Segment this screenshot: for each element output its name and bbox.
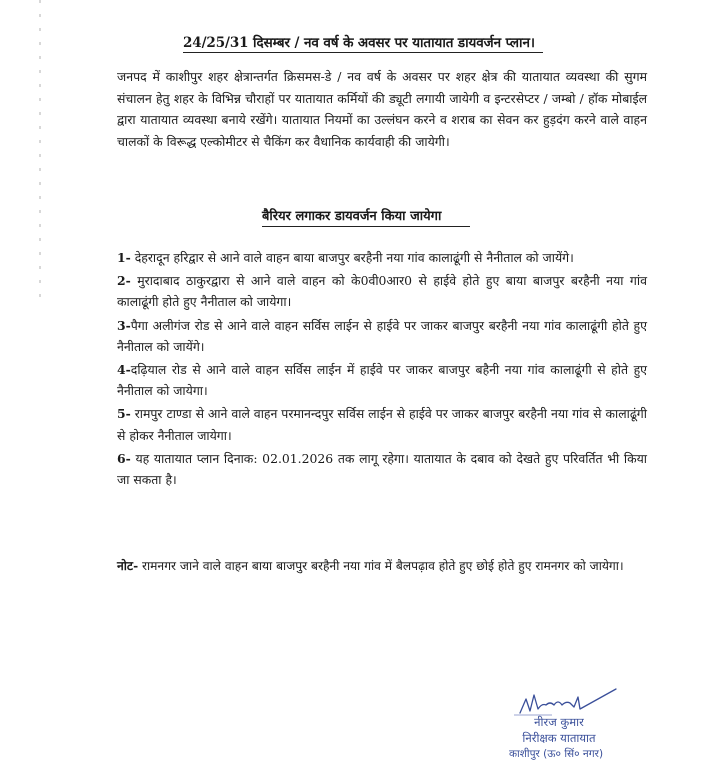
scan-edge-marks: [39, 0, 41, 300]
diversion-list: [117, 247, 647, 492]
signatory-place: काशीपुर (ऊ० सिं० नगर): [508, 748, 604, 760]
item-number: 5-: [117, 406, 131, 422]
signatory-designation: निरीक्षक यातायात: [522, 731, 596, 745]
section-subheading: बैरियर लगाकर डायवर्जन किया जायेगा: [262, 209, 442, 224]
list-item: [117, 315, 647, 357]
intro-paragraph: जनपद में काशीपुर शहर क्षेत्रान्तर्गत क्रिसमस-डे / नव वर्ष के अवसर पर शहर क्षेत्र की यातायात व्यवस्था की सुगम संचालन हेतु शहर के विभिन्न चौराहों पर यातायात कर्मियों की ड्यूटी लगायी जायेगी व इन्टरसेप्टर / जम्बो / हॉक मोबाईल द्वारा यातायात व्यवस्था बनाये रखेंगे। यातायात नियमों का उल्लंघन करने व शराब का सेवन कर हुड़दंग करने वाले वाहन चालकों के विरूद्ध एल्कोमीटर से चैकिंग कर वैधानिक कार्यवाही की जायेगी।: [117, 69, 647, 149]
note-text: रामनगर जाने वाले वाहन बाया बाजपुर बरहैनी नया गांव में बैलपढ़ाव होते हुए छोई होते हुए रामनगर को जायेगा।: [138, 559, 624, 573]
list-item: [117, 247, 647, 268]
item-number: 6-: [117, 450, 131, 466]
item-text: रामपुर टाण्डा से आने वाले वाहन परमानन्दपुर सर्विस लाईन से हाईवे पर जाकर बाजपुर बरहैनी नया गांव से कालाढूंगी से होकर नैनीताल जायेगा।: [117, 406, 647, 443]
item-text: पैगा अलीगंज रोड से आने वाले वाहन सर्विस लाईन से हाईवे पर जाकर बाजपुर बरहैनी नया गांव कालाढूंगी होते हुए नैनीताल को जायेंगे।: [117, 317, 647, 354]
document-title: 24/25/31 दिसम्बर / नव वर्ष के अवसर पर यातायात डायवर्जन प्लान।: [183, 35, 535, 51]
title-underline: [183, 52, 543, 53]
item-text: यह यातायात प्लान दिनाक: 02.01.2026 तक लागू रहेगा। यातायात के दबाव को देखते हुए परिवर्तित भी किया जा सकता है।: [117, 450, 647, 488]
item-text: देहरादून हरिद्वार से आने वाले वाहन बाया बाजपुर बरहैनी नया गांव कालाढूंगी से नैनीताल को जायेंगे।: [130, 250, 574, 265]
note-label: नोट-: [117, 559, 139, 573]
list-item: [117, 270, 647, 312]
list-item: [117, 448, 647, 490]
list-item: [117, 359, 647, 401]
item-number: 1-: [117, 250, 131, 265]
item-text: मुरादाबाद ठाकुरद्वारा से आने वाले वाहन को के0वी0आर0 से हाईवे होते हुए बाया बाजपुर बरहैनी नया गांव कालाढूंगी होते हुए नैनीताल को जायेगा।: [117, 273, 647, 310]
item-number: 4-: [117, 362, 131, 378]
list-item: [117, 403, 647, 445]
note-paragraph: [117, 556, 647, 578]
item-number: 3-: [117, 317, 131, 333]
signature-scribble-icon: [512, 685, 622, 717]
item-text: दढ़ियाल रोड से आने वाले वाहन सर्विस लाईन में हाईवे पर जाकर बाजपुर बहैनी नया गांव कालाढूंगी से होते हुए नैनीताल को जायेगा।: [117, 362, 647, 399]
signatory-name: नीरज कुमार: [534, 715, 584, 729]
subheading-underline: [262, 226, 470, 227]
item-number: 2-: [117, 273, 131, 289]
